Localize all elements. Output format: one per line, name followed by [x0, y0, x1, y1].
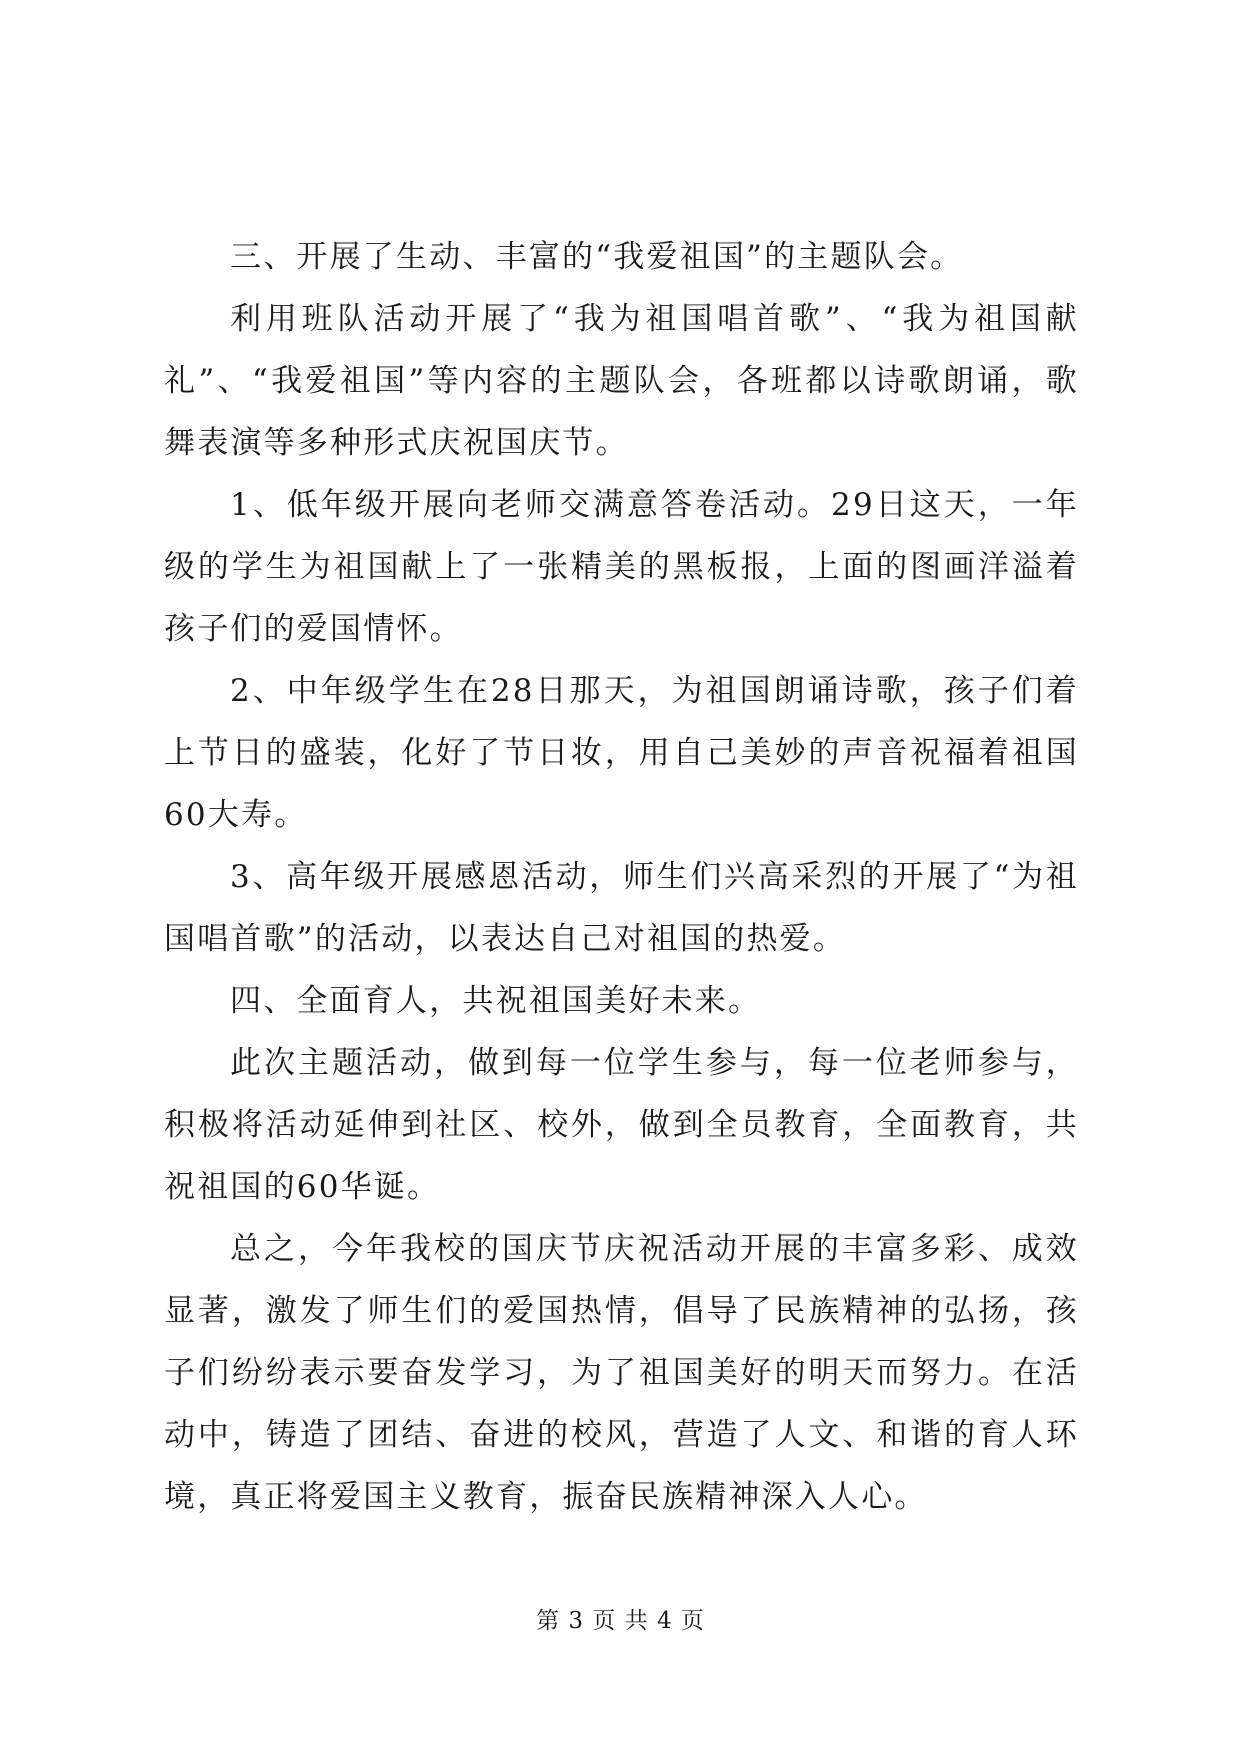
paragraph-middle-grade: 2、中年级学生在28日那天，为祖国朗诵诗歌，孩子们着上节日的盛装，化好了节日妆，用自己美妙的声音祝福着祖国60大寿。 — [164, 673, 1079, 833]
page-footer — [0, 1602, 1241, 1635]
paragraph-participation: 此次主题活动，做到每一位学生参与，每一位老师参与，积极将活动延伸到社区、校外，做到全员教育，全面教育，共祝祖国的60华诞。 — [164, 1045, 1079, 1205]
section-heading-four: 四、全面育人，共祝祖国美好未来。 — [230, 983, 762, 1019]
paragraph-lower-grade: 1、低年级开展向老师交满意答卷活动。29日这天，一年级的学生为祖国献上了一张精美的黑板报，上面的图画洋溢着孩子们的爱国情怀。 — [164, 487, 1079, 647]
page-number-label: 第 3 页 共 4 页 — [536, 1608, 705, 1634]
paragraph-theme-meetings: 利用班队活动开展了“我为祖国唱首歌”、“我为祖国献礼”、“我爱祖国”等内容的主题队会，各班都以诗歌朗诵，歌舞表演等多种形式庆祝国庆节。 — [164, 301, 1079, 461]
paragraph-summary: 总之，今年我校的国庆节庆祝活动开展的丰富多彩、成效显著，激发了师生们的爱国热情，倡导了民族精神的弘扬，孩子们纷纷表示要奋发学习，为了祖国美好的明天而努力。在活动中，铸造了团结、奋进的校风，营造了人文、和谐的育人环境，真正将爱国主义教育，振奋民族精神深入人心。 — [164, 1231, 1079, 1515]
paragraph-upper-grade: 3、高年级开展感恩活动，师生们兴高采烈的开展了“为祖国唱首歌”的活动，以表达自己对祖国的热爱。 — [164, 859, 1079, 957]
document-body — [164, 226, 1079, 1528]
section-heading-three: 三、开展了生动、丰富的“我爱祖国”的主题队会。 — [230, 239, 964, 275]
